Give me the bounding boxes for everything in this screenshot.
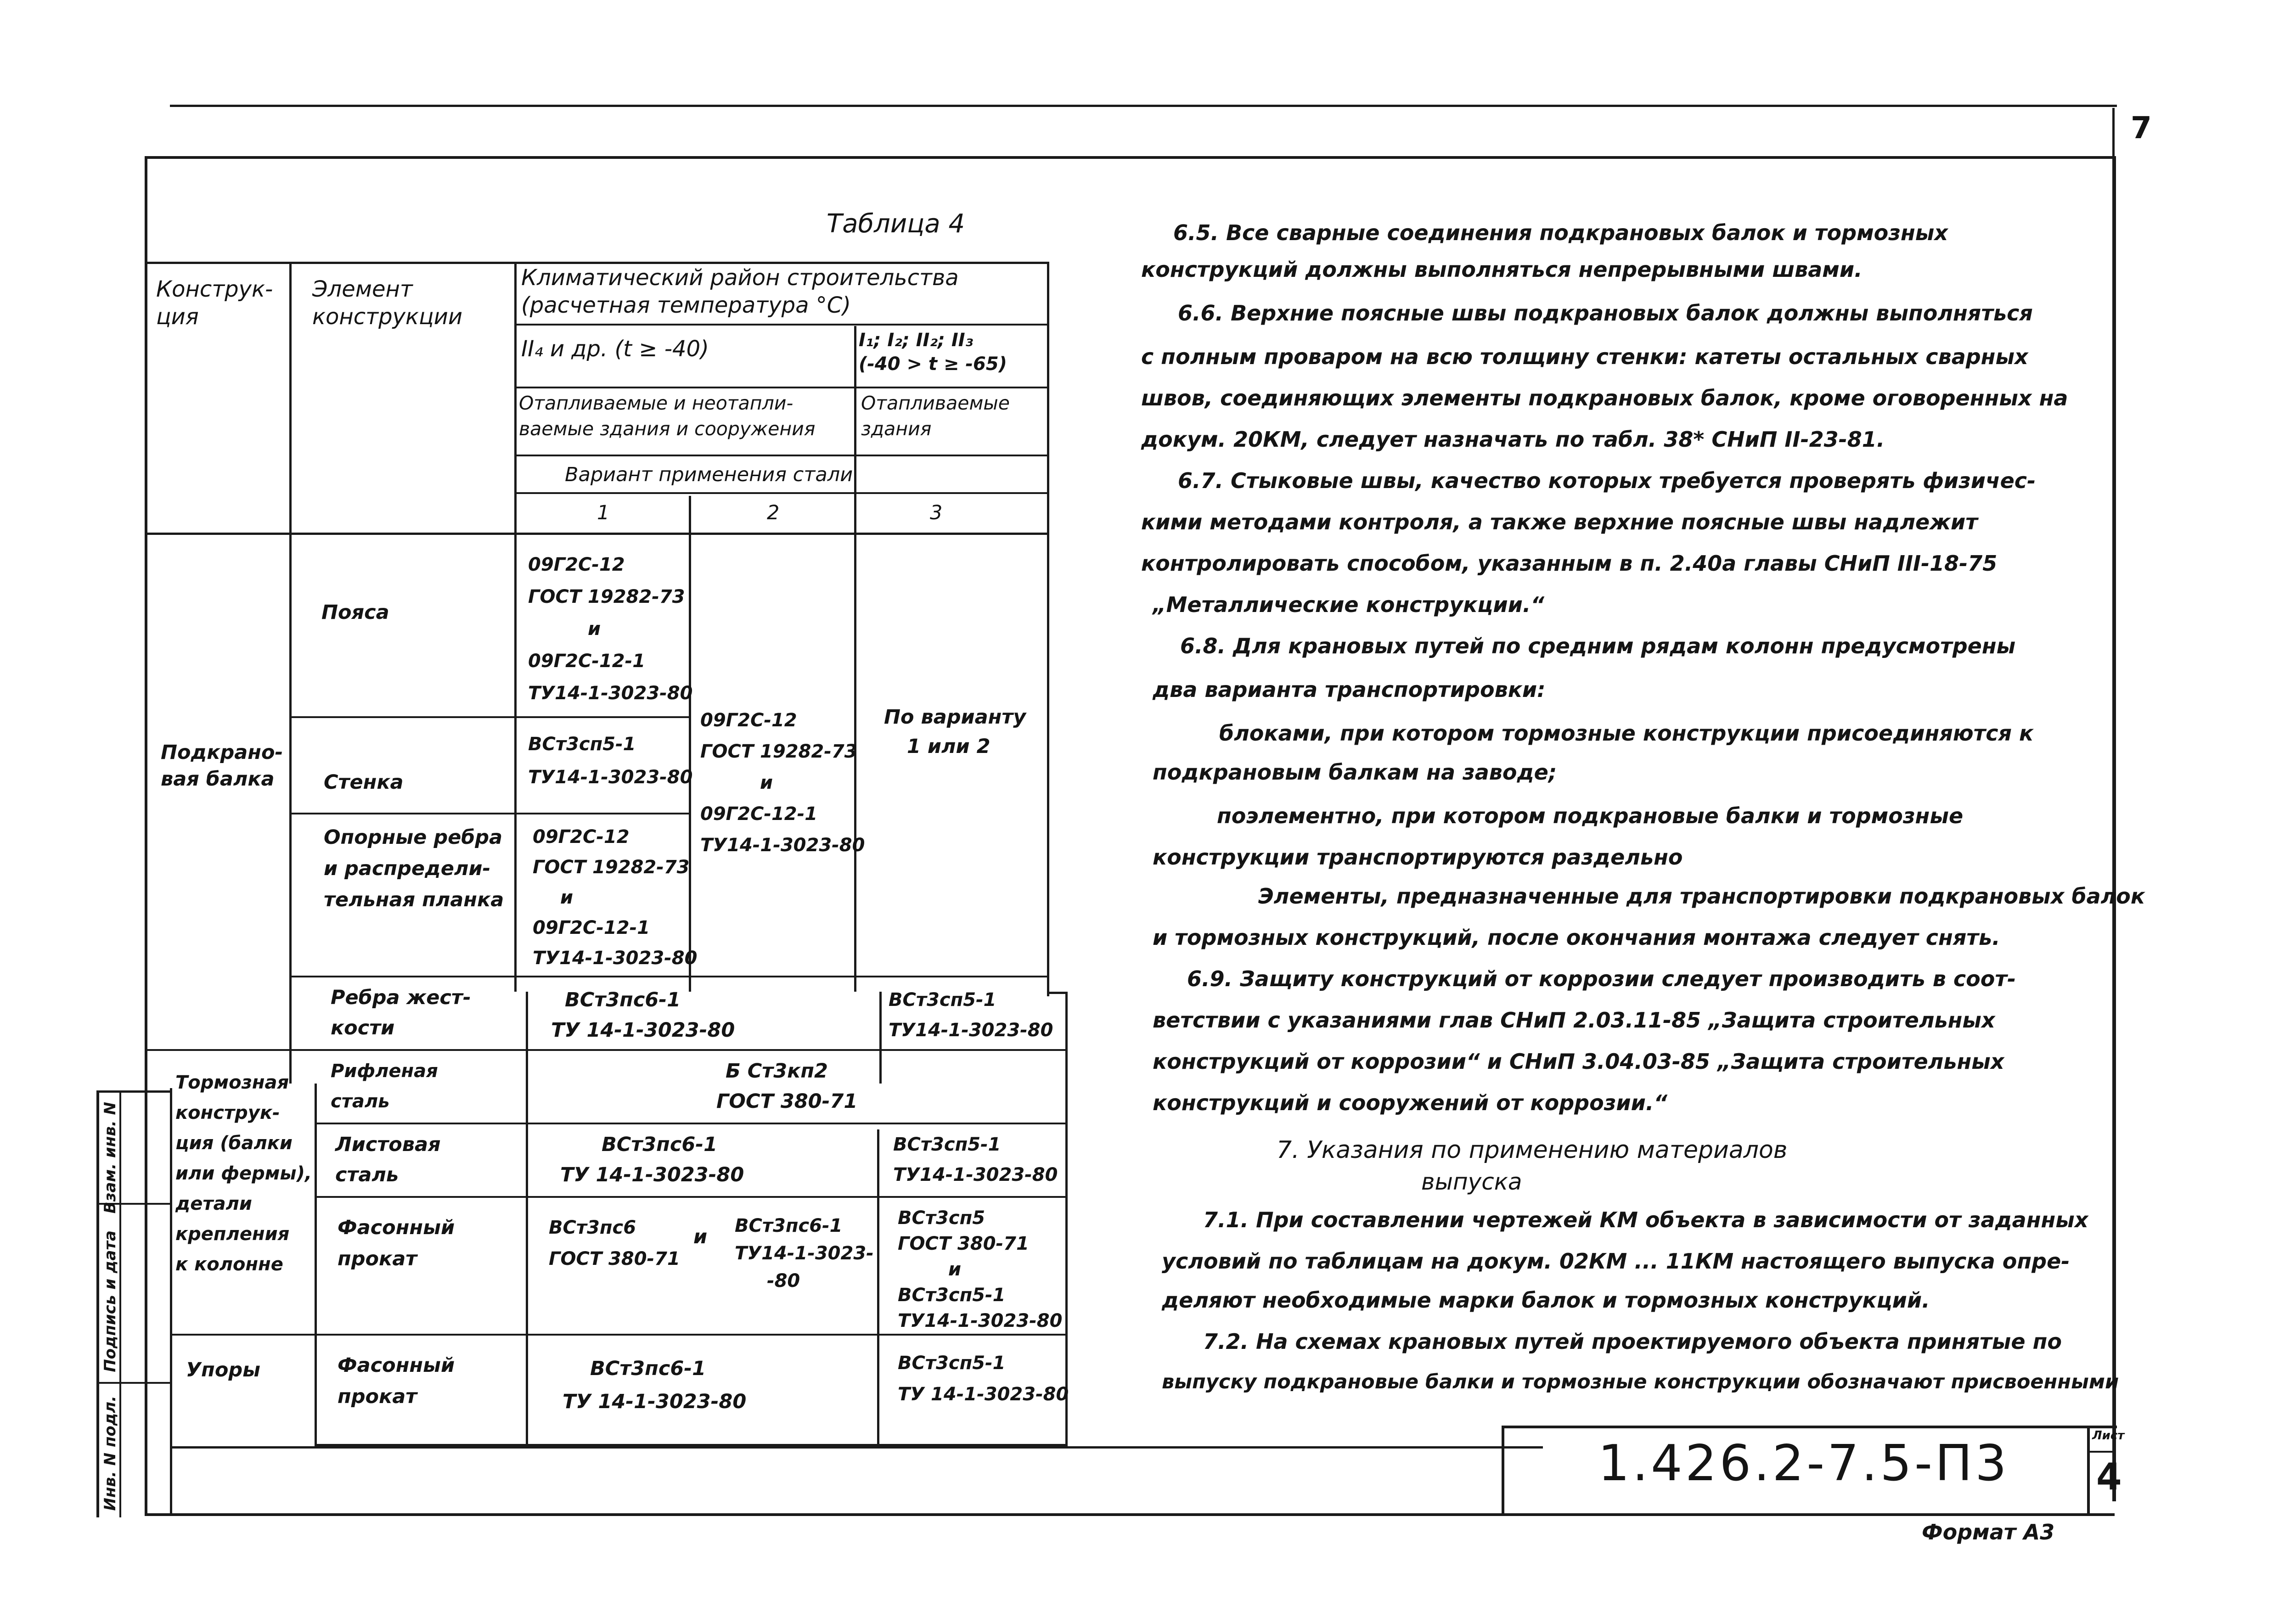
row-line [147,1049,1068,1051]
text-line: 7.1. При составлении чертежей КМ объекта в зависимости от заданных [1203,1207,2088,1232]
head-line: Элемент [312,276,413,302]
cell-stenka-v1 [528,728,692,794]
head-line: ция [156,304,199,330]
cell-line: к колонне [175,1254,283,1275]
cell-fas-v1 [549,1212,680,1275]
table-caption: Таблица 4 [827,209,965,239]
cell-line: сталь [331,1091,390,1112]
text-line: поэлементно, при котором подкрановые балки и тормозные [1217,803,1964,828]
row-line [170,1334,1068,1336]
row-line [289,813,689,814]
frame-inner-left [170,1088,172,1515]
head-line: Конструк- [156,276,273,302]
table-border [1047,262,1049,996]
row-line [289,976,1049,977]
cell-opor [324,822,504,915]
cell-line: ВСт3пс6-1 [590,1357,706,1380]
cell-line: Б Ст3кп2 [726,1060,828,1083]
head-climate [521,264,959,319]
cell-upory-v3 [898,1348,1069,1410]
text-line: 6.7. Стыковые швы, качество которых требуется проверять физичес- [1178,468,2036,493]
text-line: деляют необходимые марки балок и тормозных конструкций. [1162,1288,1930,1313]
cell-list-v3 [893,1129,1058,1190]
cell-line: Опорные ребра [324,826,503,849]
cell-line: -80 [767,1270,800,1292]
cell-beam-v3 [884,702,1026,761]
head-line: (-40 > t ≥ -65) [859,354,1007,375]
head-line: Отапливаемые [861,392,1010,414]
text-line: с полным проваром на всю толщину стенки: катеты остальных сварных [1141,344,2028,369]
cell-line: детали [175,1193,252,1214]
cell-line: ция (балки [175,1133,293,1154]
head-v2: 2 [767,501,780,524]
head-variant: Вариант применения стали [565,463,853,486]
cell-line: ВСт3сп5-1 [889,989,996,1011]
text-line: конструкций должны выполняться непрерывными швами. [1141,257,1863,282]
head-v1: 1 [597,501,610,524]
text-line: ветствии с указаниями глав СНиП 2.03.11-85 „Защита строительных [1153,1008,1995,1033]
cell-rifl [331,1056,438,1117]
side-stamp-top [96,1090,170,1093]
stamp-border [1502,1426,1504,1515]
cell-line: ТУ 14-1-3023-80 [563,1390,747,1413]
head-heated-b [861,390,1010,442]
cell-upory-v12 [563,1352,746,1418]
cell-line: ГОСТ 380-71 [716,1090,858,1113]
head-construction [156,275,273,331]
col-line [289,262,292,1084]
cell-line: ТУ14-1-3023-80 [898,1310,1063,1331]
text-line: Элементы, предназначенные для транспортировки подкрановых балок [1258,884,2145,909]
cell-line: сталь [335,1163,399,1186]
text-line: контролировать способом, указанным в п. 2.40а главы СНиП III-18-75 [1141,551,1998,576]
row-line [514,492,1049,494]
row-line [315,1123,1068,1124]
text-line: два варианта транспортировки: [1153,677,1546,702]
cell-line: ГОСТ 380-71 [549,1248,680,1269]
cell-opor-v1 [533,822,697,973]
cell-line: ТУ14-1-3023-80 [528,767,693,788]
cell-line: крепления [175,1224,290,1245]
cell-line: 1 или 2 [907,735,990,758]
section-heading: выпуска [1421,1168,1522,1195]
cell-line: прокат [338,1385,417,1408]
side-label-replace: Взам. инв. N [101,1102,119,1214]
col-line [854,326,856,992]
cell-line: ВСт3сп5-1 [893,1134,1001,1155]
cell-line: 09Г2С-12 [700,710,797,731]
head-v3: 3 [930,501,943,524]
top-rule [170,105,2117,107]
cell-line: ВСт3сп5 [898,1207,985,1229]
sheet-number: 4 [2096,1455,2122,1498]
cell-line: ТУ14-1-3023-80 [533,948,698,969]
cell-line: ТУ14-1-3023-80 [700,835,865,856]
cell-line: ТУ 14-1-3023-80 [560,1163,744,1186]
text-line: 6.6. Верхние поясные швы подкрановых балок должны выполняться [1178,301,2033,326]
cell-line: и [560,887,574,908]
cell-stenka: Стенка [324,771,404,794]
cell-line: ГОСТ 19282-73 [528,586,685,607]
page-number-divider [2112,108,2115,158]
text-line: конструкций от коррозии“ и СНиП 3.04.03-85 „Защита строительных [1153,1049,2004,1074]
row-line [514,455,1049,456]
cell-line: прокат [338,1247,417,1270]
side-stamp-divider [119,1090,121,1517]
text-line: 6.9. Защиту конструкций от коррозии следует производить в соот- [1187,966,2016,991]
cell-line: ВСт3пс6 [549,1217,636,1238]
cell-line: ВСт3пс6-1 [602,1133,718,1156]
cell-line: конструк- [175,1102,280,1123]
stamp-border [2088,1451,2116,1453]
cell-line: Рифленая [331,1061,438,1082]
cell-line: и [760,772,773,793]
head-element [312,275,462,331]
cell-line: Ребра жест- [331,986,471,1009]
cell-list [335,1129,441,1190]
cell-line: ГОСТ 19282-73 [700,741,857,762]
text-line: швов, соединяющих элементы подкрановых балок, кроме оговоренных на [1141,386,2068,410]
cell-line: 09Г2С-12-1 [533,917,650,938]
col-line [514,262,517,992]
head-line: Отапливаемые и неотапли- [519,392,793,414]
text-line: конструкции транспортируются раздельно [1153,845,1683,870]
text-line: докум. 20КМ, следует назначать по табл. 38* СНиП II-23-81. [1141,427,1885,452]
row-line [514,387,1049,388]
frame-left [145,156,147,1515]
text-line: и тормозных конструкций, после окончания монтажа следует снять. [1153,925,2000,950]
head-zone-b [859,328,1007,376]
side-label-sign: Подпись и дата [101,1230,119,1372]
head-line: I₁; I₂; II₂; II₃ [859,330,974,351]
cell-line: и распредели- [324,857,491,880]
cell-line: Листовая [335,1133,441,1156]
cell-line: или фермы), [175,1163,312,1184]
col-line [315,1084,317,1446]
row-line [315,1196,1068,1198]
text-line: 6.5. Все сварные соединения подкрановых балок и тормозных [1173,220,1948,245]
text-line: 7.2. На схемах крановых путей проектируемого объекта принятые по [1203,1329,2062,1354]
cell-line: 09Г2С-12-1 [528,651,646,672]
cell-rifl-v [716,1056,857,1117]
cell-line: ВСт3пс6-1 [565,988,681,1011]
row-line [289,716,689,718]
cell-line: ВСт3сп5-1 [898,1353,1006,1374]
frame-right [2112,156,2116,1501]
stamp-border [1502,1426,2117,1428]
cell-line: 09Г2С-12 [533,826,630,848]
cell-poyasa-v1 [528,549,692,709]
cell-line: По варианту [884,706,1026,729]
cell-rebra-v3 [889,985,1053,1045]
cell-line: ТУ14-1-3023-80 [889,1020,1053,1041]
frame-inner-bottom [170,1446,1543,1449]
cell-line: ТУ14-1-3023- [735,1243,874,1264]
text-line: подкрановым балкам на заводе; [1153,760,1557,785]
side-stamp-row [96,1382,170,1384]
row-upory: Упоры [186,1359,261,1381]
cell-line: Подкрано- [161,741,283,764]
cell-line: ВСт3сп5-1 [898,1285,1006,1306]
cell-line: и [588,618,601,640]
head-line: конструкции [312,304,463,330]
col-line [879,992,882,1084]
cell-rebra [331,983,471,1043]
text-line: кими методами контроля, а также верхние поясные швы надлежит [1141,510,1978,534]
text-line: выпуску подкрановые балки и тормозные конструкции обозначают присвоенными [1162,1370,2119,1393]
cell-line: ТУ14-1-3023-80 [893,1164,1058,1185]
head-line: Климатический район строительства [521,265,959,291]
cell-line: кости [331,1016,395,1039]
cell-list-v12 [560,1129,744,1190]
row-line [315,1444,1068,1446]
text-line: блоками, при котором тормозные конструкции присоединяются к [1219,721,2034,746]
cell-line: вая балка [161,768,275,791]
text-line: 6.8. Для крановых путей по средним рядам колонн предусмотрены [1180,634,2016,658]
cell-rebra-v12 [551,985,735,1045]
cell-line: ТУ14-1-3023-80 [528,683,693,704]
cell-fas-v2 [735,1212,874,1295]
cell-line: ГОСТ 19282-73 [533,857,690,878]
cell-fas-and: и [693,1225,708,1248]
cell-fas-v3 [898,1205,1062,1334]
side-stamp-left [96,1090,99,1517]
cell-line: Фасонный [338,1216,455,1239]
document-code: 1.426.2-7.5-П3 [1598,1435,2009,1492]
stamp-border [2087,1426,2090,1515]
frame-top [145,156,2115,159]
cell-line: ВСт3сп5-1 [528,734,636,755]
row-line [514,324,1049,326]
cell-line: ГОСТ 380-71 [898,1233,1029,1254]
head-line: здания [861,418,932,440]
head-zone-a: II₄ и др. (t ≥ -40) [521,336,709,362]
cell-fas [338,1212,455,1275]
cell-line: Тормозная [175,1072,289,1093]
cell-poyasa: Пояса [321,601,389,624]
row-line [147,533,1049,535]
head-heated-a [519,390,815,442]
col-line [877,1129,879,1446]
page-number: 7 [2131,110,2152,146]
head-line: (расчетная температура °С) [521,292,851,318]
cell-line: и [948,1259,962,1280]
cell-line: Фасонный [338,1354,455,1377]
cell-line: ТУ 14-1-3023-80 [551,1019,735,1042]
row-crane-beam [161,739,283,792]
row-brake [175,1067,312,1280]
format-label: Формат А3 [1922,1520,2055,1544]
cell-line: ТУ 14-1-3023-80 [898,1384,1069,1405]
text-line: конструкций и сооружений от коррозии.“ [1153,1090,1667,1115]
cell-beam-v2 [700,705,865,861]
cell-line: 09Г2С-12 [528,554,625,575]
side-label-inv: Инв. N подл. [101,1396,119,1511]
head-line: ваемые здания и сооружения [519,418,816,440]
cell-line: тельная планка [324,888,504,911]
frame-bottom [145,1513,2115,1516]
sheet-label: Лист [2092,1429,2125,1443]
cell-line: 09Г2С-12-1 [700,803,818,825]
col-line [526,992,528,1446]
cell-upory-el [338,1350,455,1412]
text-line: условий по таблицам на докум. 02КМ ... 11КМ настоящего выпуска опре- [1162,1249,2070,1274]
text-line: „Металлические конструкции.“ [1153,592,1544,617]
section-heading: 7. Указания по применению материалов [1277,1136,1788,1164]
cell-line: ВСт3пс6-1 [735,1215,843,1236]
